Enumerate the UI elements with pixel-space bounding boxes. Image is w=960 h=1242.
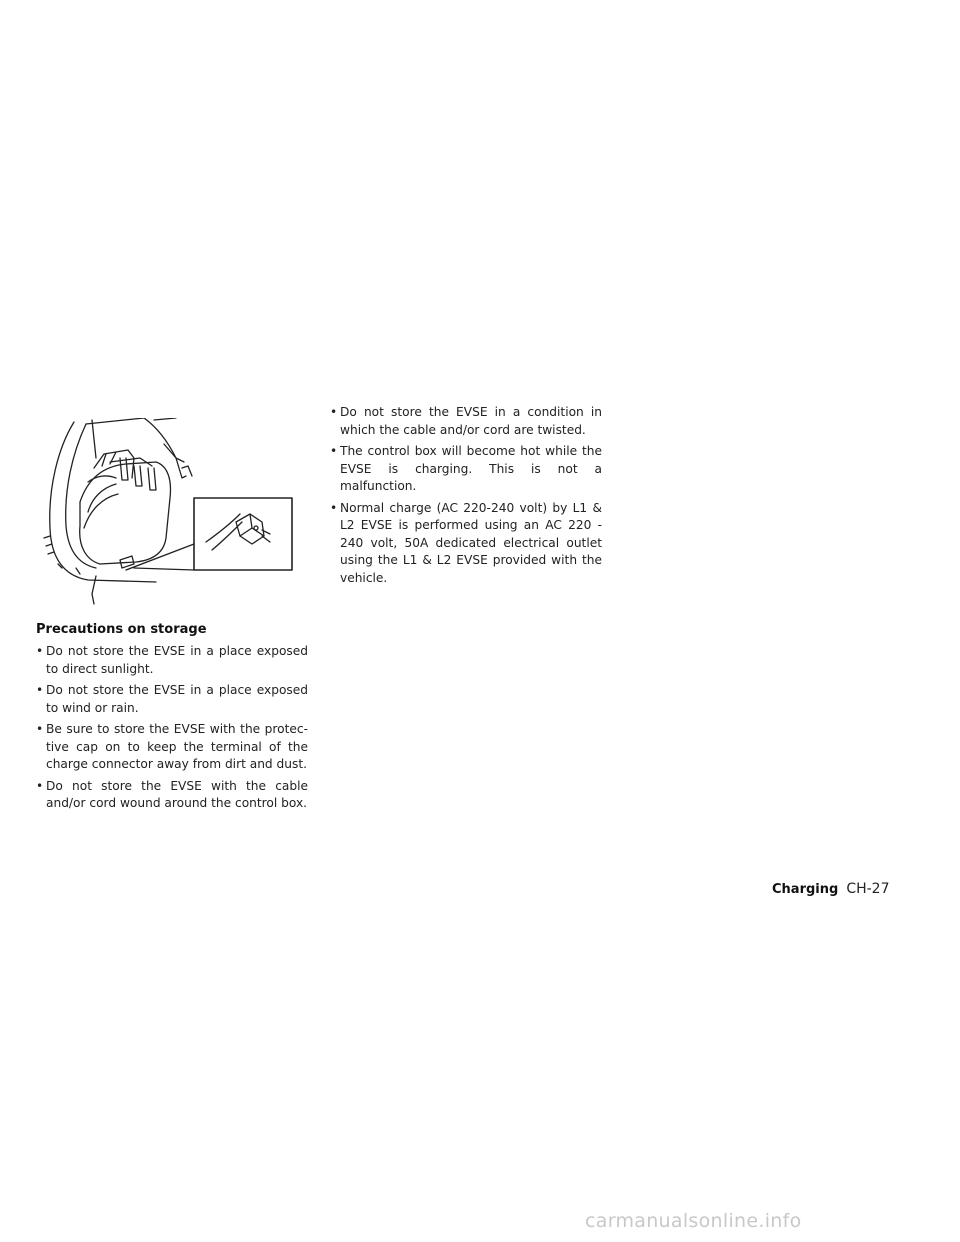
- precautions-list: [36, 643, 308, 813]
- bullet-icon: •: [36, 722, 44, 736]
- list-item: • Be sure to store the EVSE with the protec-tive cap on to keep the terminal of the charge connector away from dirt and dust.: [36, 722, 308, 771]
- section-name: Charging: [772, 882, 839, 897]
- list-item: • Do not store the EVSE in a place exposed to direct sunlight.: [36, 644, 308, 676]
- bullet-icon: •: [36, 683, 44, 697]
- list-item: • The control box will become hot while the EVSE is charging. This is not a malfunction.: [330, 444, 602, 493]
- bullet-icon: •: [330, 500, 338, 515]
- page-number: CH-27: [846, 881, 890, 897]
- precautions-list-continued: [330, 404, 602, 587]
- section-heading: Precautions on storage: [36, 622, 207, 637]
- list-item: • Do not store the EVSE in a place exposed to wind or rain.: [36, 683, 308, 715]
- bullet-icon: •: [330, 444, 338, 458]
- bullet-icon: •: [330, 405, 338, 419]
- list-item: • Do not store the EVSE with the cable and/or cord wound around the control box.: [36, 778, 308, 810]
- watermark: carmanualsonline.info: [585, 1210, 802, 1232]
- list-item: • Normal charge (AC 220-240 volt) by L1 & L2 EVSE is performed using an AC 220 - 240 volt, 50A dedicated electrical outlet using the L1 & L2 EVSE provided with the vehicle.: [330, 500, 602, 585]
- list-item: • Do not store the EVSE in a condition in which the cable and/or cord are twisted.: [330, 405, 602, 437]
- page-footer: [772, 878, 889, 897]
- right-column: [330, 404, 602, 591]
- evse-storage-illustration: [36, 418, 296, 606]
- left-column: [36, 622, 308, 817]
- bullet-icon: •: [36, 778, 44, 793]
- bullet-icon: •: [36, 644, 44, 658]
